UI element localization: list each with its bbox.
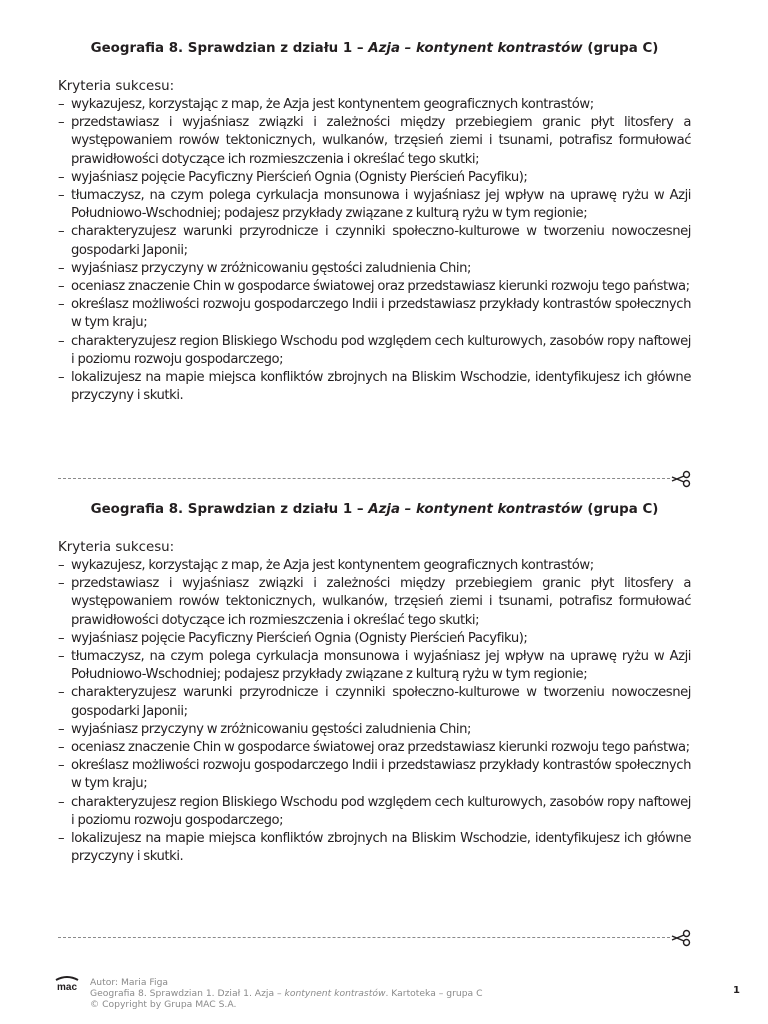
dashed-divider bbox=[58, 478, 670, 479]
dashed-divider bbox=[58, 937, 670, 938]
criterion-item: – przedstawiasz i wyjaśniasz związki i zależności między przebiegiem granic płyt litosfery a występowaniem rowów tektonicznych, wulkanów, trzęsień ziemi i tsunami, potrafisz formułować prawidłowości dotyczące ich rozmieszczenia i określać tego skutki; bbox=[58, 575, 691, 630]
criterion-item: – wyjaśniasz pojęcie Pacyficzny Pierścień Ognia (Ognisty Pierścień Pacyfiku); bbox=[58, 169, 691, 187]
footer-source: Geografia 8. Sprawdzian 1. Dział 1. Azja – kontynent kontrastów. Kartoteka – grupa C bbox=[90, 988, 483, 999]
criterion-item: – oceniasz znaczenie Chin w gospodarce światowej oraz przedstawiasz kierunki rozwoju tego państwa; bbox=[58, 278, 691, 296]
criterion-item: – oceniasz znaczenie Chin w gospodarce światowej oraz przedstawiasz kierunki rozwoju tego państwa; bbox=[58, 739, 691, 757]
scissors-icon bbox=[670, 470, 692, 488]
criteria-list bbox=[58, 96, 691, 405]
footer-credits bbox=[90, 977, 483, 1010]
mac-logo-icon bbox=[52, 975, 82, 995]
criterion-item: – wykazujesz, korzystając z map, że Azja jest kontynentem geograficznych kontrastów; bbox=[58, 557, 691, 575]
footer-author: Autor: Maria Figa bbox=[90, 977, 169, 988]
criterion-item: – lokalizujesz na mapie miejsca konfliktów zbrojnych na Bliskim Wschodzie, identyfikujesz ich główne przyczyny i skutki. bbox=[58, 830, 691, 866]
criterion-item: – charakteryzujesz warunki przyrodnicze i czynniki społeczno-kulturowe w tworzeniu nowoczesnej gospodarki Japonii; bbox=[58, 223, 691, 259]
criteria-sheet-1 bbox=[58, 40, 691, 405]
criteria-heading: Kryteria sukcesu: bbox=[58, 540, 175, 555]
criterion-item: – wyjaśniasz pojęcie Pacyficzny Pierścień Ognia (Ognisty Pierścień Pacyfiku); bbox=[58, 630, 691, 648]
logo-text: mac bbox=[56, 982, 78, 993]
criterion-item: – tłumaczysz, na czym polega cyrkulacja monsunowa i wyjaśniasz jej wpływ na uprawę ryżu w Azji Południowo-Wschodniej; podajesz przykłady związane z kulturą ryżu w tym regionie; bbox=[58, 648, 691, 684]
page-number: 1 bbox=[733, 985, 740, 996]
criteria-sheet-2 bbox=[58, 501, 691, 866]
criterion-item: – określasz możliwości rozwoju gospodarczego Indii i przedstawiasz przykłady kontrastów społecznych w tym kraju; bbox=[58, 296, 691, 332]
cut-line-1 bbox=[58, 472, 692, 488]
criterion-item: – wykazujesz, korzystając z map, że Azja jest kontynentem geograficznych kontrastów; bbox=[58, 96, 691, 114]
criteria-heading: Kryteria sukcesu: bbox=[58, 79, 175, 94]
footer-copyright: © Copyright by Grupa MAC S.A. bbox=[90, 999, 237, 1010]
criterion-item: – charakteryzujesz region Bliskiego Wschodu pod względem cech kulturowych, zasobów ropy naftowej i poziomu rozwoju gospodarczego; bbox=[58, 794, 691, 830]
criterion-item: – lokalizujesz na mapie miejsca konfliktów zbrojnych na Bliskim Wschodzie, identyfikujesz ich główne przyczyny i skutki. bbox=[58, 369, 691, 405]
sheet-title: Geografia 8. Sprawdzian z działu 1 – Azja – kontynent kontrastów (grupa C) bbox=[90, 41, 659, 56]
criterion-item: – wyjaśniasz przyczyny w zróżnicowaniu gęstości zaludnienia Chin; bbox=[58, 721, 691, 739]
criterion-item: – określasz możliwości rozwoju gospodarczego Indii i przedstawiasz przykłady kontrastów społecznych w tym kraju; bbox=[58, 757, 691, 793]
criterion-item: – przedstawiasz i wyjaśniasz związki i zależności między przebiegiem granic płyt litosfery a występowaniem rowów tektonicznych, wulkanów, trzęsień ziemi i tsunami, potrafisz formułować prawidłowości dotyczące ich rozmieszczenia i określać tego skutki; bbox=[58, 114, 691, 169]
criterion-item: – charakteryzujesz warunki przyrodnicze i czynniki społeczno-kulturowe w tworzeniu nowoczesnej gospodarki Japonii; bbox=[58, 684, 691, 720]
cut-line-2 bbox=[58, 931, 692, 947]
criterion-item: – tłumaczysz, na czym polega cyrkulacja monsunowa i wyjaśniasz jej wpływ na uprawę ryżu w Azji Południowo-Wschodniej; podajesz przykłady związane z kulturą ryżu w tym regionie; bbox=[58, 187, 691, 223]
scissors-icon bbox=[670, 929, 692, 947]
criteria-list bbox=[58, 557, 691, 866]
sheet-title: Geografia 8. Sprawdzian z działu 1 – Azja – kontynent kontrastów (grupa C) bbox=[90, 502, 659, 517]
criterion-item: – charakteryzujesz region Bliskiego Wschodu pod względem cech kulturowych, zasobów ropy naftowej i poziomu rozwoju gospodarczego; bbox=[58, 333, 691, 369]
criterion-item: – wyjaśniasz przyczyny w zróżnicowaniu gęstości zaludnienia Chin; bbox=[58, 260, 691, 278]
